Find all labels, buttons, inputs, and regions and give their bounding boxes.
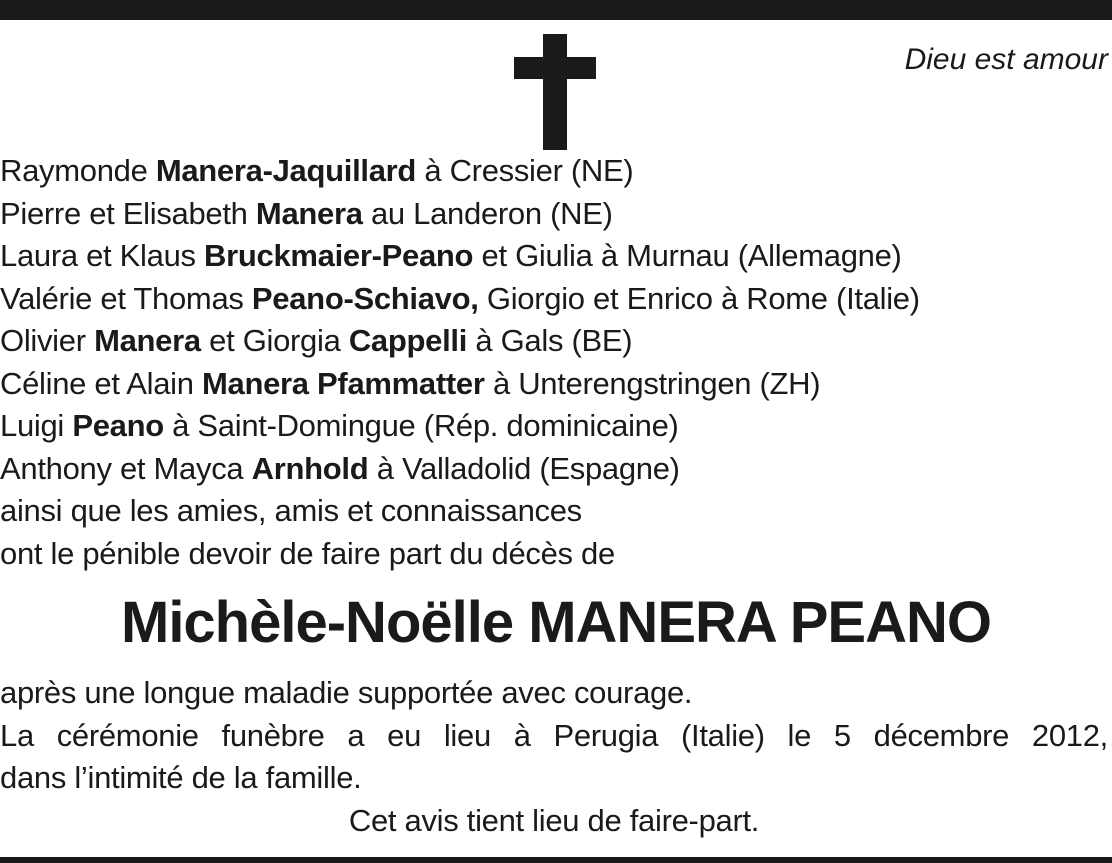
surname: Cappelli [348,323,468,358]
family-text: Laura et Klaus [0,238,205,273]
surname: Arnhold [251,450,369,486]
notice-line: Cet avis tient lieu de faire-part. [348,802,760,838]
closing-line: après une longue maladie supportée avec courage. [0,675,693,710]
top-border [0,0,1112,20]
bottom-border [0,857,1112,863]
surname: Manera [94,323,201,358]
closing-line: dans l’intimité de la famille. [0,760,362,795]
surname: Peano [72,408,164,443]
surname: Manera-Jaquillard [155,153,417,188]
family-line [0,490,1108,533]
family-line [0,533,1108,576]
family-text: et Giulia à Murnau (Allemagne) [473,238,902,273]
family-text: Valérie et Thomas [0,280,252,316]
family-text: au Landeron (NE) [362,195,613,231]
family-text: à Valladolid (Espagne) [368,450,680,486]
family-text: Giorgio et Enrico à Rome (Italie) [478,280,920,316]
family-text: à Saint-Domingue (Rép. dominicaine) [163,408,679,443]
deceased-name: Michèle-Noëlle MANERA PEANO [121,590,991,655]
ceremony-line: La cérémonie funèbre a eu lieu à Perugia (Italie) le 5 décembre 2012, [0,717,1108,753]
family-list [0,150,1108,575]
family-text: Luigi [0,408,73,443]
surname: Bruckmaier-Peano [204,238,474,273]
closing-text [0,672,1108,842]
family-text: à Unterengstringen (ZH) [484,365,821,401]
surname: Peano-Schiavo, [251,280,479,316]
family-text: ont le pénible devoir de faire part du décès de [0,535,615,571]
motto: Dieu est amour [904,43,1108,76]
family-text: et Giorgia [200,323,349,358]
surname: Manera [255,195,363,231]
family-text: à Gals (BE) [467,323,633,358]
family-text: Céline et Alain [0,365,202,401]
surname: Manera Pfammatter [202,365,485,401]
cross-icon [514,34,596,150]
family-line [0,150,1108,193]
family-text: à Cressier (NE) [416,153,634,188]
family-text: Pierre et Elisabeth [0,195,256,231]
family-line [0,405,1108,448]
family-line [0,320,1108,363]
family-line [0,363,1108,406]
family-line [0,278,1108,321]
family-text: ainsi que les amies, amis et connaissances [0,493,582,528]
family-text: Olivier [0,323,95,358]
family-line [0,235,1108,278]
family-line [0,448,1108,491]
family-line [0,193,1108,236]
family-text: Anthony et Mayca [0,450,252,486]
family-text: Raymonde [0,153,156,188]
